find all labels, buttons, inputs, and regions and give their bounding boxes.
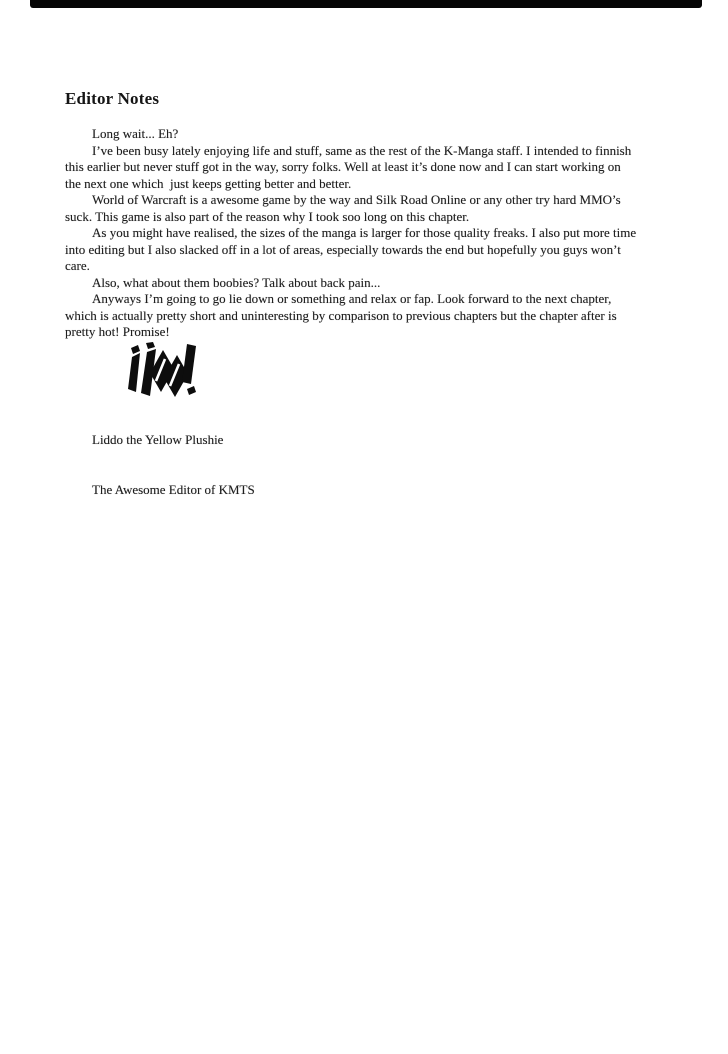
text-line: suck. This game is also part of the reason why I took soo long on this chapter. [65,208,470,224]
liddo-signature-mark [125,342,199,400]
text-line: Also, what about them boobies? Talk about back pain... [92,274,381,290]
text-line: I’ve been busy lately enjoying life and stuff, same as the rest of the K-Manga staff. I intended to finnish [92,142,632,158]
sign-off-role: The Awesome Editor of KMTS [92,481,255,497]
scan-artifact-bar [30,0,702,8]
text-line: Anyways I’m going to go lie down or something and relax or fap. Look forward to the next chapter, [92,291,612,306]
text-line: the next one which just keeps getting better and better. [65,175,352,191]
sign-off-name: Liddo the Yellow Plushie [92,432,224,447]
text-line: care. [65,258,90,273]
text-line: As you might have realised, the sizes of the manga is larger for those quality freaks. I also put more time [92,225,637,240]
sign-off [92,399,255,531]
text-line: into editing but I also slacked off in a lot of areas, especially towards the end but hopefully you guys won’t [65,241,621,257]
text-line: pretty hot! Promise! [65,324,170,339]
page-title: Editor Notes [65,89,160,108]
text-line: Long wait... Eh? [92,126,179,141]
text-line: World of Warcraft is a awesome game by the way and Silk Road Online or any other try hard MMO’s [92,192,621,207]
text-line: which is actually pretty short and uninteresting by comparison to previous chapters but the chapter after is [65,307,617,323]
text-line: this earlier but never stuff got in the way, sorry folks. Well at least it’s done now and I can start working on [65,159,621,174]
editor-notes-text [65,126,685,341]
